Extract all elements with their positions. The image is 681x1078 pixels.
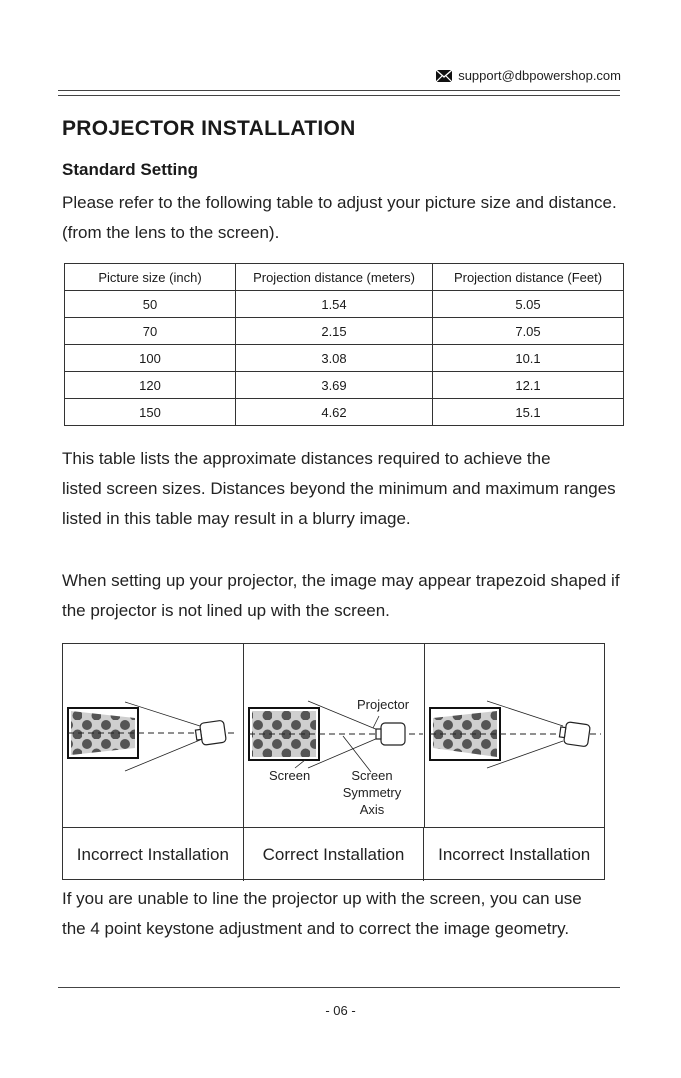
footer-rule — [58, 987, 620, 988]
table-cell: 100 — [65, 345, 236, 372]
axis-label: Symmetry — [342, 785, 402, 800]
incorrect-right-panel — [430, 701, 601, 768]
axis-label: Axis — [359, 802, 385, 817]
table-cell: 1.54 — [236, 291, 433, 318]
support-email[interactable]: support@dbpowershop.com — [458, 68, 621, 83]
table-row — [65, 318, 624, 345]
axis-label: Screen — [351, 768, 393, 783]
installation-diagram — [62, 643, 605, 880]
table-header-row — [65, 264, 624, 291]
note-line: listed in this table may result in a blurry image. — [62, 509, 411, 528]
caption-correct: Correct Installation — [244, 828, 425, 881]
table-row — [65, 291, 624, 318]
screen-label: Screen — [269, 768, 311, 783]
caption-incorrect-right: Incorrect Installation — [438, 844, 591, 864]
page-number: - 06 - — [325, 1003, 356, 1018]
intro-text — [62, 188, 642, 248]
note-text — [62, 444, 642, 534]
projector-icon — [376, 723, 405, 745]
note-line: This table lists the approximate distances required to achieve the — [62, 449, 551, 468]
section-title: Standard Setting — [62, 160, 199, 179]
table-cell: 15.1 — [433, 399, 624, 426]
table-cell: 4.62 — [236, 399, 433, 426]
table-cell: 3.69 — [236, 372, 433, 399]
projector-label: Projector — [357, 697, 410, 712]
mail-icon — [436, 70, 452, 82]
page-title: PROJECTOR INSTALLATION — [62, 117, 356, 140]
header-rule-double — [58, 95, 620, 96]
caption-incorrect-left: Incorrect Installation — [63, 828, 244, 881]
distance-table — [64, 263, 624, 426]
setup-text — [62, 566, 642, 626]
installation-illustration — [63, 644, 604, 827]
keystone-line: If you are unable to line the projector up with the screen, you can use — [62, 889, 582, 908]
intro-line: (from the lens to the screen). — [62, 223, 280, 242]
table-cell: 7.05 — [433, 318, 624, 345]
setup-line: When setting up your projector, the image may appear trapezoid shaped if — [62, 571, 620, 590]
table-row — [65, 372, 624, 399]
setup-line: the projector is not lined up with the screen. — [62, 601, 390, 620]
diagram-captions — [63, 827, 604, 881]
header-rule — [58, 90, 620, 91]
table-header-cell: Picture size (inch) — [65, 264, 236, 291]
keystone-line: the 4 point keystone adjustment and to correct the image geometry. — [62, 919, 570, 938]
table-cell: 70 — [65, 318, 236, 345]
table-cell: 50 — [65, 291, 236, 318]
note-line: listed screen sizes. Distances beyond the minimum and maximum ranges — [62, 479, 616, 498]
table-cell: 150 — [65, 399, 236, 426]
projector-icon — [559, 721, 591, 747]
table-cell: 5.05 — [433, 291, 624, 318]
table-cell: 3.08 — [236, 345, 433, 372]
table-cell: 12.1 — [433, 372, 624, 399]
projector-icon — [195, 720, 227, 746]
incorrect-left-panel — [68, 702, 238, 771]
table-row — [65, 399, 624, 426]
keystone-text — [62, 884, 642, 944]
intro-line: Please refer to the following table to adjust your picture size and distance. — [62, 193, 617, 212]
table-cell: 120 — [65, 372, 236, 399]
table-cell: 10.1 — [433, 345, 624, 372]
table-row — [65, 345, 624, 372]
table-cell: 2.15 — [236, 318, 433, 345]
table-header-cell: Projection distance (meters) — [236, 264, 433, 291]
table-header-cell: Projection distance (Feet) — [433, 264, 624, 291]
correct-panel — [249, 697, 423, 817]
header-email — [436, 68, 621, 83]
